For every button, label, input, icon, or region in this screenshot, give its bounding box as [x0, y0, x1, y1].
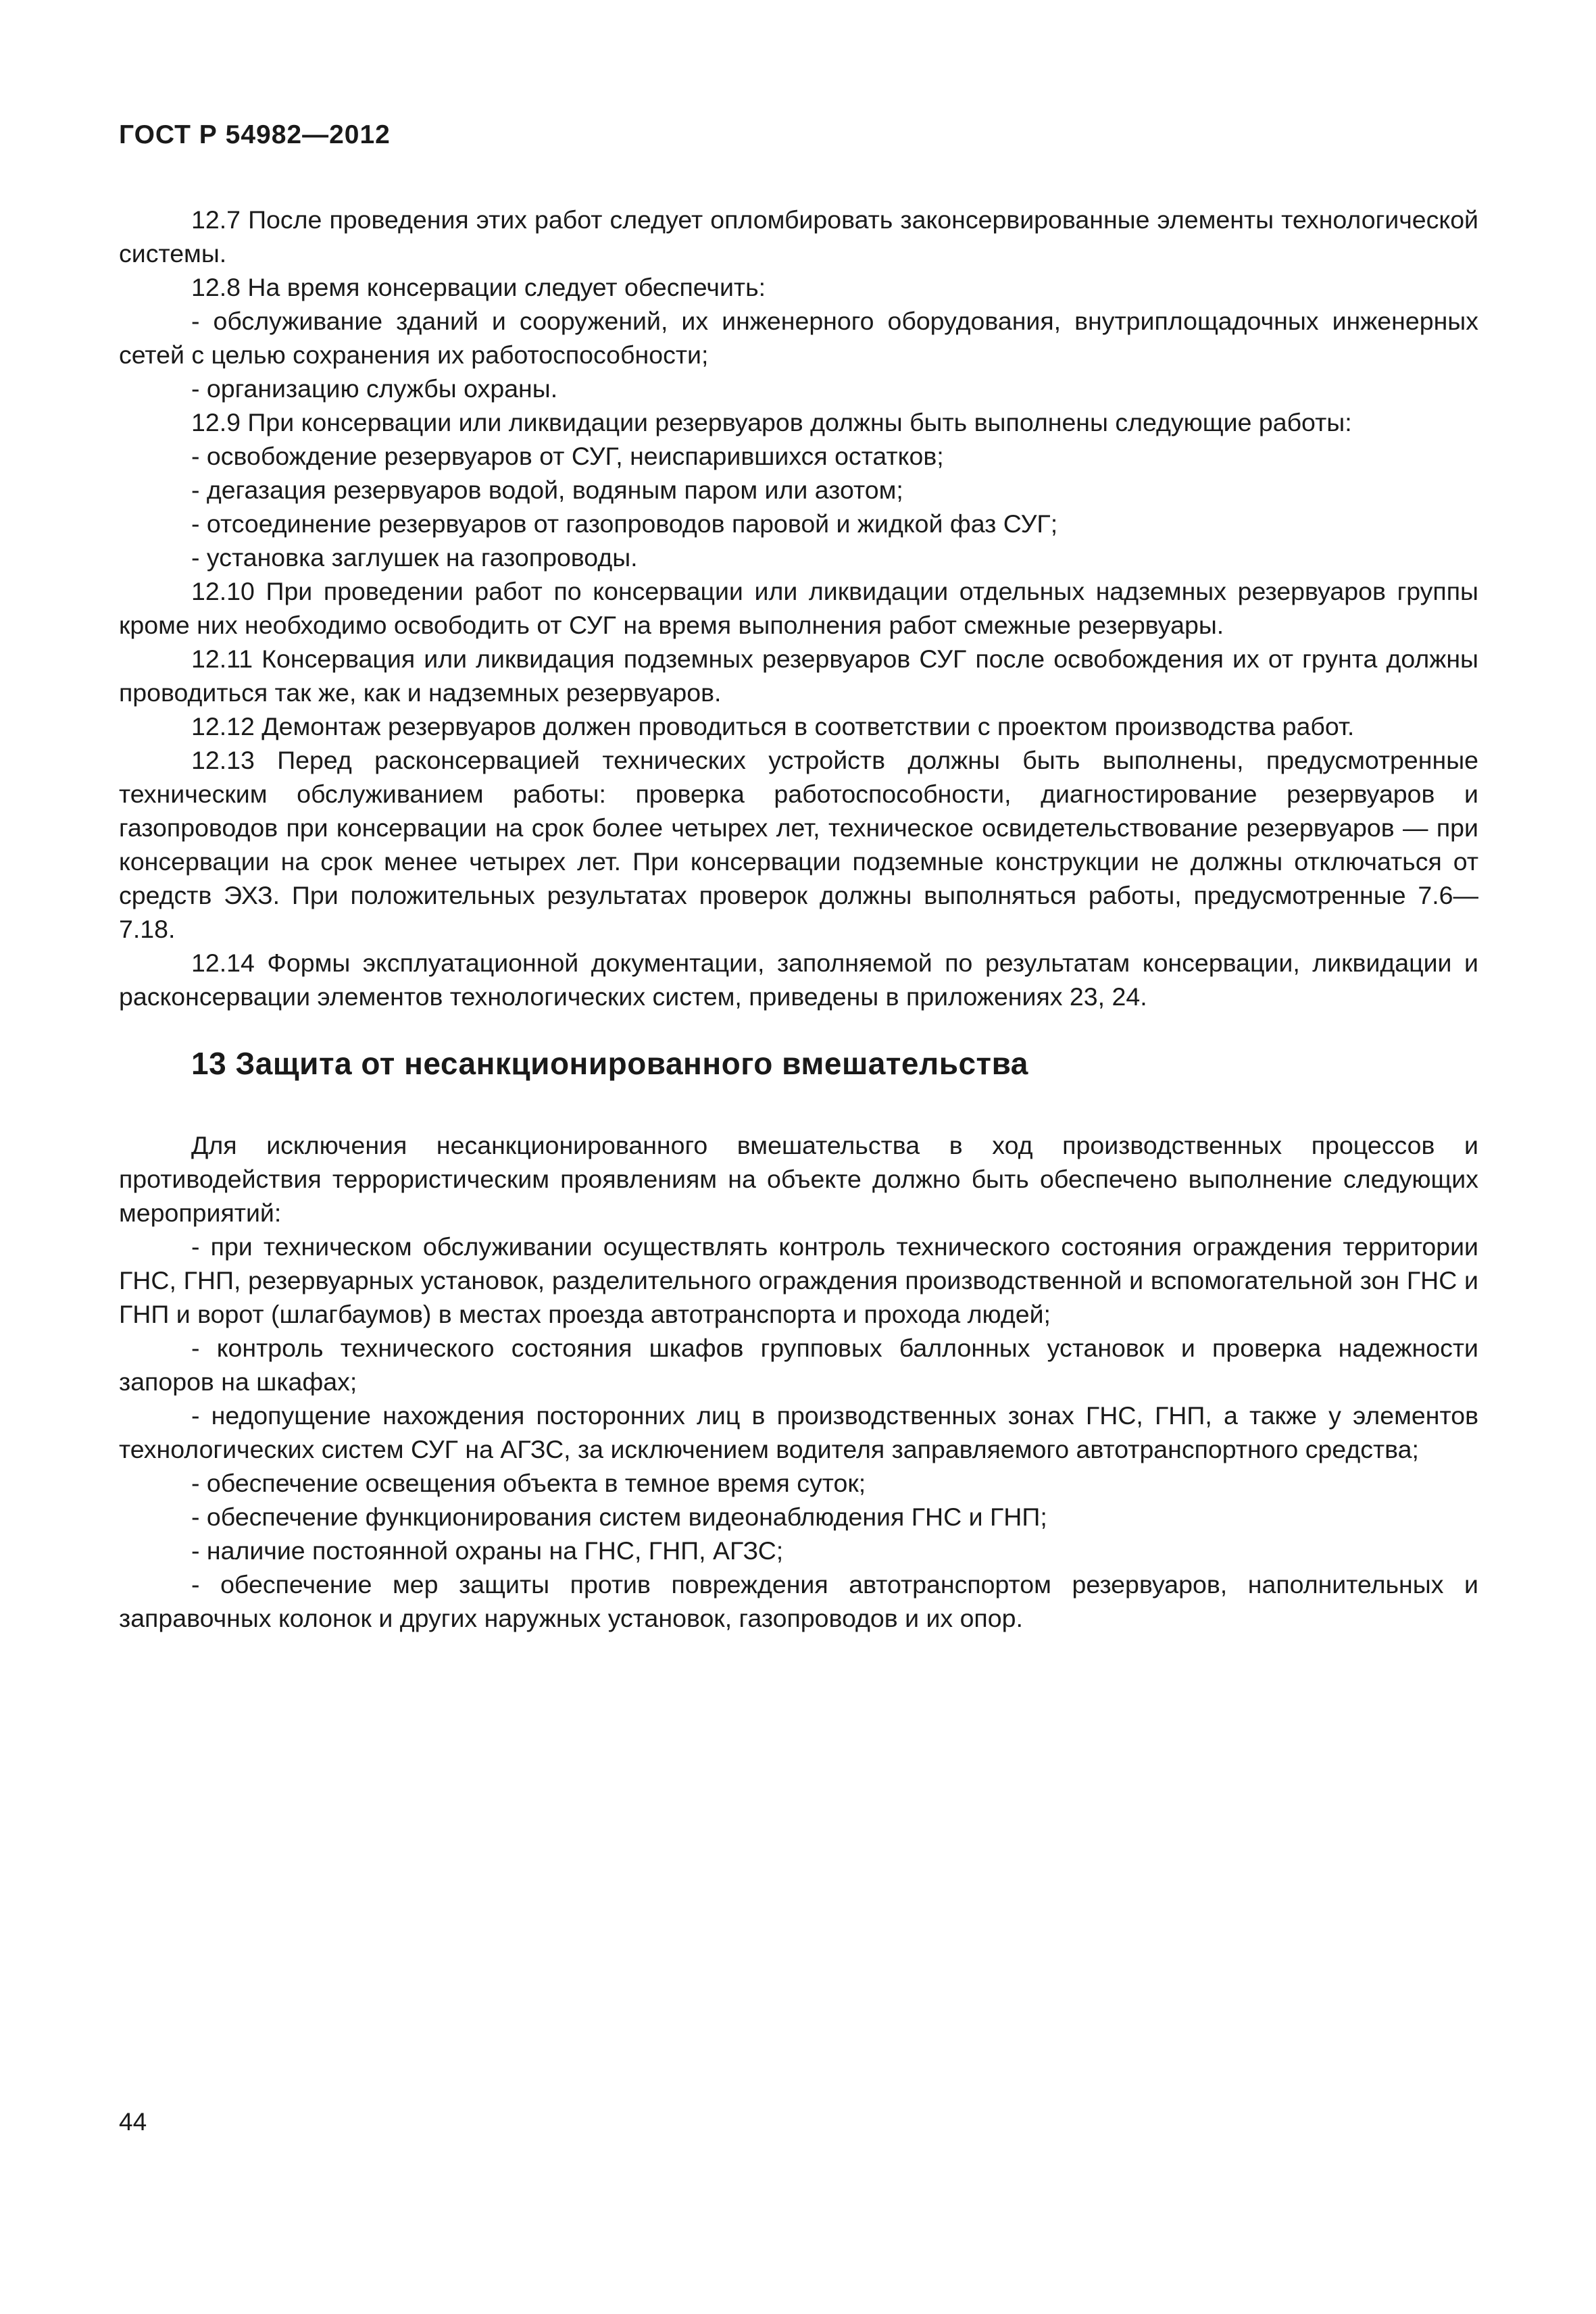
list-item: - контроль технического состояния шкафов групповых баллонных установок и проверка надежности запоров на шкафах; — [119, 1334, 1478, 1396]
list-item: - наличие постоянной охраны на ГНС, ГНП, АГЗС; — [191, 1536, 784, 1565]
paragraph-12-11: 12.11 Консервация или ликвидация подземных резервуаров СУГ после освобождения их от грунта должны проводиться так же, как и надземных резервуаров. — [119, 645, 1478, 707]
list-item: - освобождение резервуаров от СУГ, неиспарившихся остатков; — [191, 442, 944, 470]
list-item: - организацию службы охраны. — [191, 374, 558, 403]
list-item: - обеспечение функционирования систем видеонаблюдения ГНС и ГНП; — [191, 1503, 1047, 1531]
paragraph-12-14: 12.14 Формы эксплуатационной документации, заполняемой по результатам консервации, ликвидации и расконсервации элементов технологических систем, приведены в приложениях 23, 24. — [119, 949, 1478, 1011]
document-code-header: ГОСТ Р 54982—2012 — [119, 120, 391, 149]
section-13-title: 13 Защита от несанкционированного вмешательства — [191, 1046, 1028, 1081]
list-item: - недопущение нахождения посторонних лиц в производственных зонах ГНС, ГНП, а также у элементов технологических систем СУГ на АГЗС, за исключением водителя заправляемого автотранспортного средства; — [119, 1401, 1478, 1463]
paragraph-12-10: 12.10 При проведении работ по консервации или ликвидации отдельных надземных резервуаров группы кроме них необходимо освободить от СУГ на время выполнения работ смежные резервуары. — [119, 577, 1478, 639]
list-item: - отсоединение резервуаров от газопроводов паровой и жидкой фаз СУГ; — [191, 509, 1058, 538]
list-item: - обеспечение освещения объекта в темное время суток; — [191, 1469, 866, 1497]
list-item: - обеспечение мер защиты против повреждения автотранспортом резервуаров, наполнительных и заправочных колонок и других наружных установок, газопроводов и их опор. — [119, 1570, 1478, 1632]
paragraph-12-12: 12.12 Демонтаж резервуаров должен проводиться в соответствии с проектом производства работ. — [191, 712, 1355, 740]
paragraph-12-8: 12.8 На время консервации следует обеспечить: — [191, 273, 766, 301]
list-item: - дегазация резервуаров водой, водяным паром или азотом; — [191, 476, 903, 504]
document-body — [119, 203, 1478, 1635]
list-item: - обслуживание зданий и сооружений, их инженерного оборудования, внутриплощадочных инженерных сетей с целью сохранения их работоспособности; — [119, 307, 1478, 369]
page-number: 44 — [119, 2108, 147, 2136]
list-item: - при техническом обслуживании осуществлять контроль технического состояния ограждения территории ГНС, ГНП, резервуарных установок, разделительного ограждения производственной и вспомогательной зон ГНС и ГНП и ворот (шлагбаумов) в местах проезда автотранспорта и прохода людей; — [119, 1232, 1478, 1328]
list-item: - установка заглушек на газопроводы. — [191, 543, 638, 572]
paragraph-12-9: 12.9 При консервации или ликвидации резервуаров должны быть выполнены следующие работы: — [191, 408, 1352, 436]
section-13-intro: Для исключения несанкционированного вмешательства в ход производственных процессов и противодействия террористическим проявлениям на объекте должно быть обеспечено выполнение следующих мероприятий: — [119, 1131, 1478, 1227]
paragraph-12-7: 12.7 После проведения этих работ следует опломбировать законсервированные элементы технологической системы. — [119, 205, 1478, 268]
paragraph-12-13: 12.13 Перед расконсервацией технических устройств должны быть выполнены, предусмотренные техническим обслуживанием работы: проверка работоспособности, диагностирование резервуаров и газопроводов при консервации на срок более четырех лет, техническое освидетельствование резервуаров — при консервации на срок менее четырех лет. При консервации подземные конструкции не должны отключаться от средств ЭХЗ. При положительных результатах проверок должны выполняться работы, предусмотренные 7.6—7.18. — [119, 746, 1478, 943]
